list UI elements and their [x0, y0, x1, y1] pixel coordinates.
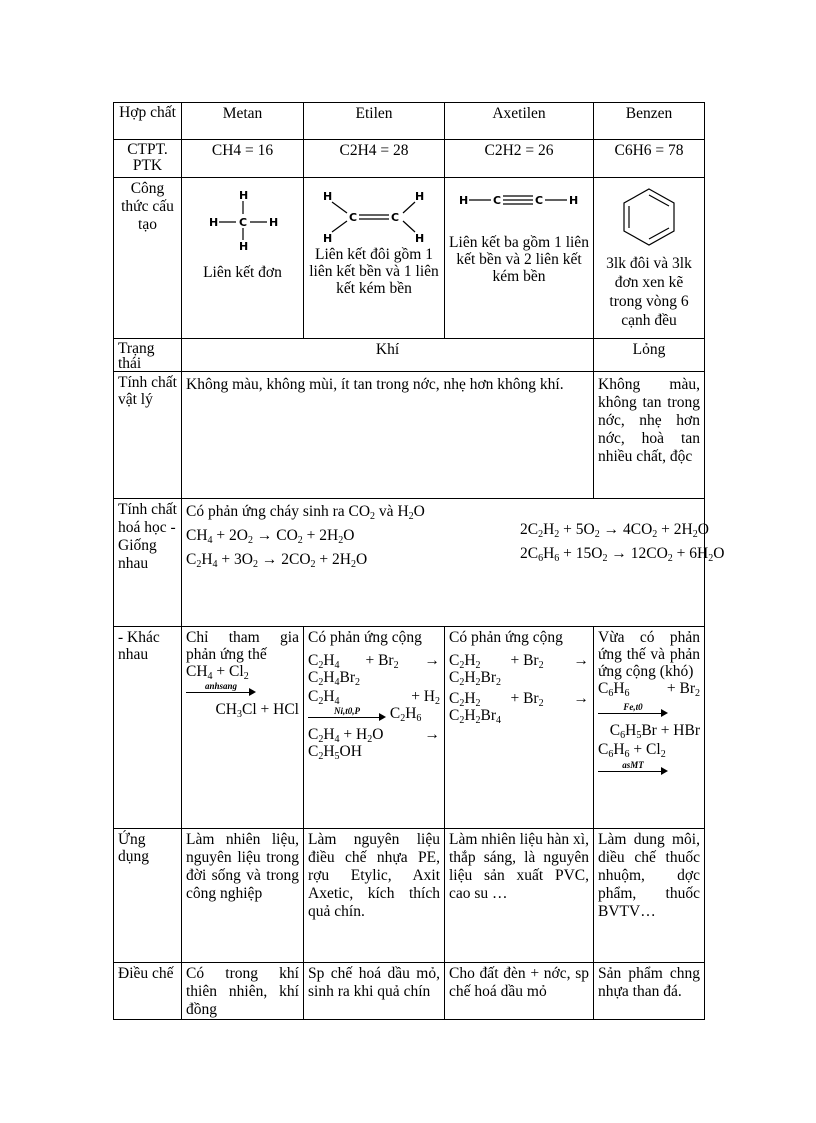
- state-gas: Khí: [182, 339, 594, 372]
- header-compound: Hợp chất: [114, 103, 182, 140]
- atom-h: H: [238, 189, 248, 202]
- etilen-bond-text: Liên kết đôi gồm 1 liên kết bền và 1 liên kết kém bền: [309, 246, 439, 297]
- state-label: Trạng thái: [114, 339, 182, 372]
- ethylene-structure: [319, 186, 429, 244]
- ctpt-row: [114, 140, 705, 178]
- physical-text-benzen: Không màu, không tan trong nớc, nhẹ hơn nớc, hoà tan nhiều chất, độc: [594, 372, 705, 499]
- etilen-eq-bromine: $C_2H_4$ + $Br_2$ → $C_2H_4Br_2$: [308, 652, 440, 688]
- atom-h: H: [323, 190, 333, 203]
- ctpt-etilen: C2H4 = 28: [304, 140, 445, 178]
- header-row: [114, 103, 705, 140]
- atom-h: H: [568, 194, 578, 207]
- chem-same-row: [114, 499, 705, 627]
- atom-c: C: [534, 194, 543, 207]
- usage-row: [114, 829, 705, 963]
- reaction-methane-combustion: $CH_4 + 2O_2 \to CO_2 + 2H_2O$: [186, 527, 355, 546]
- arrow-icon: →: [256, 527, 273, 544]
- atom-c: C: [238, 216, 247, 229]
- benzene-ring-structure: [619, 186, 679, 248]
- prep-metan: Có trong khí thiên nhiên, khí đồng: [182, 963, 304, 1020]
- chem-same-cell: [182, 499, 725, 627]
- reaction-acetylene-combustion: $2C_2H_2 + 5O_2 \to 4CO_2 + 2H_2O$: [520, 521, 709, 540]
- usage-benzen: Làm dung môi, diều chế thuốc nhuộm, dợc phẩm, thuốc BVTV…: [594, 829, 705, 963]
- atom-c: C: [492, 194, 501, 207]
- physical-label: Tính chất vật lý: [114, 372, 182, 499]
- chem-diff-etilen: [304, 627, 445, 829]
- prep-etilen: Sp chế hoá dầu mỏ, sinh ra khi quả chín: [304, 963, 445, 1020]
- metan-bond-text: Liên kết đơn: [203, 264, 282, 281]
- physical-text-gas: Không màu, không mùi, ít tan trong nớc, nhẹ hơn không khí.: [182, 372, 594, 499]
- chem-diff-axetilen: [445, 627, 594, 829]
- chem-diff-metan: [182, 627, 304, 829]
- arrow-icon: →: [261, 551, 278, 568]
- axetilen-diff-text: Có phản ứng cộng: [449, 629, 563, 646]
- axetilen-bond-text: Liên kết ba gồm 1 liên kết bền và 2 liên kết kém bền: [449, 234, 589, 285]
- prep-row: [114, 963, 705, 1020]
- arrow-icon: →: [603, 521, 620, 538]
- etilen-eq-hydrogen: $C_2H_4$ + $H_2$ Ni,t0,P $C_2H_6$: [308, 688, 440, 724]
- atom-h: H: [458, 194, 468, 207]
- prep-benzen: Sản phẩm chng nhựa than đá.: [594, 963, 705, 1020]
- physical-row: [114, 372, 705, 499]
- reaction-arrow-icon: anhsang: [186, 681, 256, 697]
- prep-axetilen: Cho đất đèn + nớc, sp chế hoá dầu mỏ: [445, 963, 594, 1020]
- arrow-icon: →: [573, 652, 589, 669]
- usage-label: Ứng dụng: [114, 829, 182, 963]
- state-liquid: Lỏng: [594, 339, 705, 372]
- atom-h: H: [415, 232, 425, 245]
- atom-h: H: [415, 190, 425, 203]
- prep-label: Điều chế: [114, 963, 182, 1020]
- arrow-icon: →: [424, 726, 440, 744]
- axetilen-eq-2: $C_2H_2$ + $Br_2$ → $C_2H_2Br_4$: [449, 690, 589, 726]
- metan-eq-arrow: [186, 680, 299, 697]
- header-metan: Metan: [182, 103, 304, 140]
- ctpt-metan: CH4 = 16: [182, 140, 304, 178]
- etilen-diff-text: Có phản ứng cộng: [308, 629, 422, 646]
- chem-diff-row: [114, 627, 705, 829]
- reaction-ethylene-combustion: $C_2H_4 + 3O_2 \to 2CO_2 + 2H_2O$: [186, 551, 368, 570]
- ctpt-benzen: C6H6 = 78: [594, 140, 705, 178]
- atom-h: H: [238, 240, 248, 253]
- etilen-eq-water: $C_2H_4 + H_2O$ → $C_2H_5OH$: [308, 726, 440, 763]
- atom-h: H: [268, 216, 278, 229]
- benzen-diff-text: Vừa có phản ứng thế và phản ứng cộng (khó): [598, 629, 700, 680]
- arrow-icon: →: [573, 690, 589, 707]
- structure-etilen: [304, 178, 445, 339]
- ctpt-label: CTPT. PTK: [114, 140, 182, 178]
- metan-eq-reactants: $CH_4 + Cl_2$: [186, 663, 249, 682]
- reaction-arrow-icon: Ni,t0,P: [308, 706, 386, 722]
- structure-row: [114, 178, 705, 339]
- benzen-eq-1-products: $C_6H_5Br$ + HBr: [609, 722, 700, 742]
- header-axetilen: Axetilen: [445, 103, 594, 140]
- chem-diff-benzen: [594, 627, 705, 829]
- reaction-arrow-icon: Fe,t0: [598, 702, 668, 718]
- benzen-bond-text: 3lk đôi và 3lk đơn xen kẽ trong vòng 6 cạnh đều: [606, 255, 692, 329]
- chem-same-label: Tính chất hoá học - Giống nhau: [114, 499, 182, 627]
- combustion-intro: Có phản ứng cháy sinh ra $CO_2$ và $H_2O$: [186, 503, 425, 522]
- ctpt-axetilen: C2H2 = 26: [445, 140, 594, 178]
- header-etilen: Etilen: [304, 103, 445, 140]
- benzen-eq-1-reactants: $C_6H_6$ + $Br_2$: [598, 680, 700, 699]
- reaction-benzene-combustion: $2C_6H_6 + 15O_2 \to 12CO_2 + 6H_2O$: [520, 545, 725, 564]
- arrow-icon: →: [424, 652, 440, 669]
- structure-axetilen: [445, 178, 594, 339]
- chem-diff-label: - Khác nhau: [114, 627, 182, 829]
- state-row: [114, 339, 705, 372]
- benzen-eq-2-reactants: $C_6H_6 + Cl_2$: [598, 741, 666, 761]
- structure-metan: [182, 178, 304, 339]
- structure-benzen: [594, 178, 705, 339]
- metan-diff-text: Chỉ tham gia phản ứng thế: [186, 629, 299, 663]
- axetilen-eq-1: $C_2H_2$ + $Br_2$ → $C_2H_2Br_2$: [449, 652, 589, 688]
- reaction-arrow-icon: asMT: [598, 760, 668, 776]
- usage-axetilen: Làm nhiên liệu hàn xì, thắp sáng, là nguyên liệu sản xuất PVC, cao su …: [445, 829, 594, 963]
- arrow-icon: →: [611, 545, 627, 562]
- atom-c: C: [349, 211, 358, 224]
- header-benzen: Benzen: [594, 103, 705, 140]
- atom-h: H: [208, 216, 218, 229]
- usage-etilen: Làm nguyên liệu điều chế nhựa PE, rợu Etylic, Axit Axetic, kích thích quả chín.: [304, 829, 445, 963]
- methane-structure: [203, 186, 283, 252]
- comparison-table: [113, 102, 725, 1020]
- structure-label: Công thức cấu tạo: [114, 178, 182, 339]
- acetylene-structure: [457, 186, 582, 212]
- usage-metan: Làm nhiên liệu, nguyên liệu trong đời sống và trong công nghiệp: [182, 829, 304, 963]
- metan-eq-products: $CH_3Cl$ + HCl: [215, 701, 299, 721]
- atom-c: C: [391, 211, 400, 224]
- atom-h: H: [323, 232, 333, 245]
